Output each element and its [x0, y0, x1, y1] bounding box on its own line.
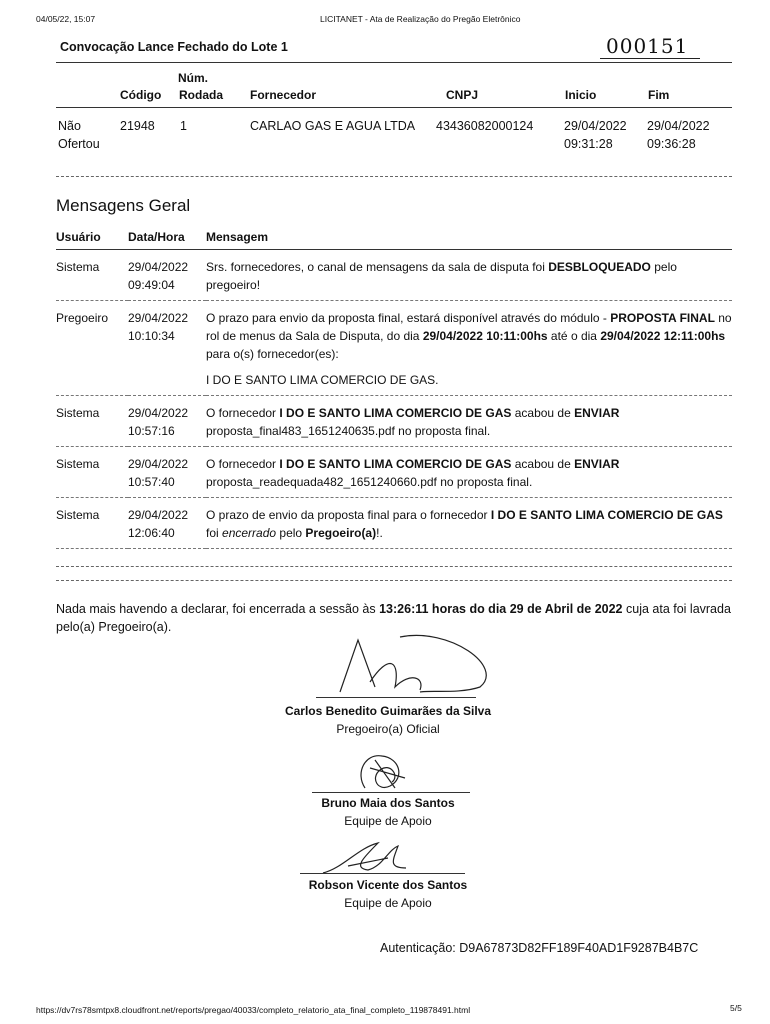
lot-title-rule — [56, 62, 732, 63]
message-user: Sistema — [56, 447, 128, 498]
message-emphasis: I DO E SANTO LIMA COMERCIO DE GAS — [279, 406, 512, 420]
message-emphasis: DESBLOQUEADO — [548, 260, 651, 274]
message-date: 29/04/2022 — [128, 311, 189, 325]
message-row — [56, 396, 732, 447]
messages-end-rule — [56, 566, 732, 567]
message-emphasis: 29/04/2022 12:11:00hs — [600, 329, 726, 343]
col-inicio: Inicio — [565, 88, 597, 102]
lot-row-fim — [647, 117, 710, 153]
message-date: 29/04/2022 — [128, 406, 189, 420]
message-italic: encerrado — [222, 526, 277, 540]
message-user: Sistema — [56, 250, 128, 301]
lot-row-status — [58, 117, 100, 153]
signature-3 — [258, 878, 518, 910]
signature-1-name: Carlos Benedito Guimarães da Silva — [284, 704, 492, 718]
lot-row-inicio-date: 29/04/2022 — [564, 119, 627, 133]
message-time: 09:49:04 — [128, 278, 175, 292]
col-mensagem: Mensagem — [206, 229, 732, 250]
message-part: !. — [376, 526, 383, 540]
col-datahora: Data/Hora — [128, 229, 206, 250]
message-date: 29/04/2022 — [128, 508, 189, 522]
message-time: 10:57:40 — [128, 475, 175, 489]
messages-table — [56, 229, 732, 549]
signature-3-role: Equipe de Apoio — [344, 896, 432, 910]
message-part: no rol de menus da Sala de Disputa, do dia — [206, 311, 732, 343]
col-cnpj: CNPJ — [446, 88, 479, 102]
message-text — [206, 250, 732, 301]
message-part: Srs. fornecedores, o canal de mensagens da sala de disputa foi — [206, 260, 549, 274]
lot-row-codigo: 21948 — [120, 119, 155, 133]
messages-end-rule-2 — [56, 580, 732, 581]
lot-row-fim-time: 09:36:28 — [647, 137, 696, 151]
message-part: para o(s) fornecedor(es): — [206, 347, 339, 361]
lot-row-status-top: Não — [58, 119, 81, 133]
message-date: 29/04/2022 — [128, 457, 189, 471]
signature-2-line — [312, 792, 470, 793]
page-stamp-number: 000151 — [606, 34, 689, 58]
message-part: pelo pregoeiro! — [206, 260, 677, 292]
closing-time-emphasis: 13:26:11 horas do dia 29 de Abril de 2022 — [379, 602, 623, 616]
message-user: Sistema — [56, 498, 128, 549]
message-time: 12:06:40 — [128, 526, 175, 540]
stamp-underline — [600, 58, 700, 59]
message-part: O fornecedor — [206, 457, 280, 471]
messages-title: Mensagens Geral — [56, 196, 191, 215]
lot-row-inicio — [564, 117, 627, 153]
lot-row-rule — [56, 176, 732, 177]
messages-header-row — [56, 229, 732, 250]
col-codigo: Código — [120, 88, 162, 102]
signature-1 — [258, 704, 518, 736]
message-part: acabou de — [511, 457, 575, 471]
message-part: acabou de — [511, 406, 575, 420]
signature-1-scribble — [330, 632, 500, 700]
message-text — [206, 396, 732, 447]
message-date: 29/04/2022 — [128, 260, 189, 274]
message-datetime — [128, 301, 206, 396]
signature-2-scribble — [350, 748, 420, 794]
signature-2-role: Equipe de Apoio — [344, 814, 432, 828]
message-part: foi — [206, 526, 223, 540]
col-rodada-bottom: Rodada — [179, 88, 224, 102]
message-part: O prazo de envio da proposta final para o fornecedor — [206, 508, 491, 522]
message-emphasis: ENVIAR — [574, 457, 620, 471]
message-emphasis: ENVIAR — [574, 406, 620, 420]
signature-3-name: Robson Vicente dos Santos — [308, 878, 468, 892]
col-fornecedor: Fornecedor — [250, 88, 317, 102]
closing-part: Nada mais havendo a declarar, foi encerrada a sessão às — [56, 602, 380, 616]
authentication-code: Autenticação: D9A67873D82FF189F40AD1F9287B4B7C — [380, 941, 699, 955]
message-part: proposta_final483_1651240635.pdf no proposta final. — [206, 424, 491, 438]
col-rodada-top: Núm. — [178, 71, 208, 85]
closing-statement — [56, 600, 732, 636]
message-time: 10:10:34 — [128, 329, 175, 343]
message-part: até o dia — [547, 329, 601, 343]
page-number: 5/5 — [730, 1003, 742, 1013]
message-emphasis: I DO E SANTO LIMA COMERCIO DE GAS — [279, 457, 512, 471]
message-user: Pregoeiro — [56, 301, 128, 396]
message-row — [56, 301, 732, 396]
signature-2-name: Bruno Maia dos Santos — [321, 796, 455, 810]
message-time: 10:57:16 — [128, 424, 175, 438]
message-part: pelo — [276, 526, 306, 540]
lot-row-status-bottom: Ofertou — [58, 137, 100, 151]
print-header-title: LICITANET - Ata de Realização do Pregão Eletrônico — [320, 14, 521, 24]
message-part: proposta_readequada482_1651240660.pdf no proposta final. — [206, 475, 533, 489]
lot-header-rule — [56, 107, 732, 108]
lot-row-rodada: 1 — [180, 119, 187, 133]
message-text — [206, 447, 732, 498]
message-row — [56, 447, 732, 498]
message-text — [206, 301, 732, 396]
lot-row-fornecedor: CARLAO GAS E AGUA LTDA — [250, 119, 416, 133]
lot-title: Convocação Lance Fechado do Lote 1 — [60, 40, 288, 54]
message-supplier-line: I DO E SANTO LIMA COMERCIO DE GAS. — [206, 373, 439, 387]
col-fim: Fim — [648, 88, 670, 102]
signature-1-line — [316, 697, 476, 698]
signature-3-line — [300, 873, 465, 874]
message-row — [56, 498, 732, 549]
closing-part: cuja ata foi lavrada pelo(a) Pregoeiro(a). — [56, 602, 731, 634]
message-emphasis: Pregoeiro(a) — [305, 526, 377, 540]
message-datetime — [128, 447, 206, 498]
footer-url: https://dv7rs78smtpx8.cloudfront.net/reports/pregao/40033/completo_relatorio_ata_final_completo_119878491.html — [36, 1005, 471, 1015]
message-emphasis: PROPOSTA FINAL — [610, 311, 715, 325]
lot-row-fim-date: 29/04/2022 — [647, 119, 710, 133]
lot-row-inicio-time: 09:31:28 — [564, 137, 613, 151]
message-emphasis: 29/04/2022 10:11:00hs — [422, 329, 548, 343]
message-row — [56, 250, 732, 301]
message-part: O fornecedor — [206, 406, 280, 420]
print-datetime: 04/05/22, 15:07 — [36, 14, 96, 24]
message-text — [206, 498, 732, 549]
message-datetime — [128, 250, 206, 301]
message-datetime — [128, 498, 206, 549]
message-datetime — [128, 396, 206, 447]
signature-2 — [258, 796, 518, 828]
signature-1-role: Pregoeiro(a) Oficial — [336, 722, 440, 736]
message-user: Sistema — [56, 396, 128, 447]
message-part: O prazo para envio da proposta final, estará disponível através do módulo - — [206, 311, 611, 325]
message-emphasis: I DO E SANTO LIMA COMERCIO DE GAS — [490, 508, 723, 522]
signature-3-scribble — [318, 838, 418, 878]
lot-row-cnpj: 43436082000124 — [436, 119, 534, 133]
col-usuario: Usuário — [56, 229, 128, 250]
